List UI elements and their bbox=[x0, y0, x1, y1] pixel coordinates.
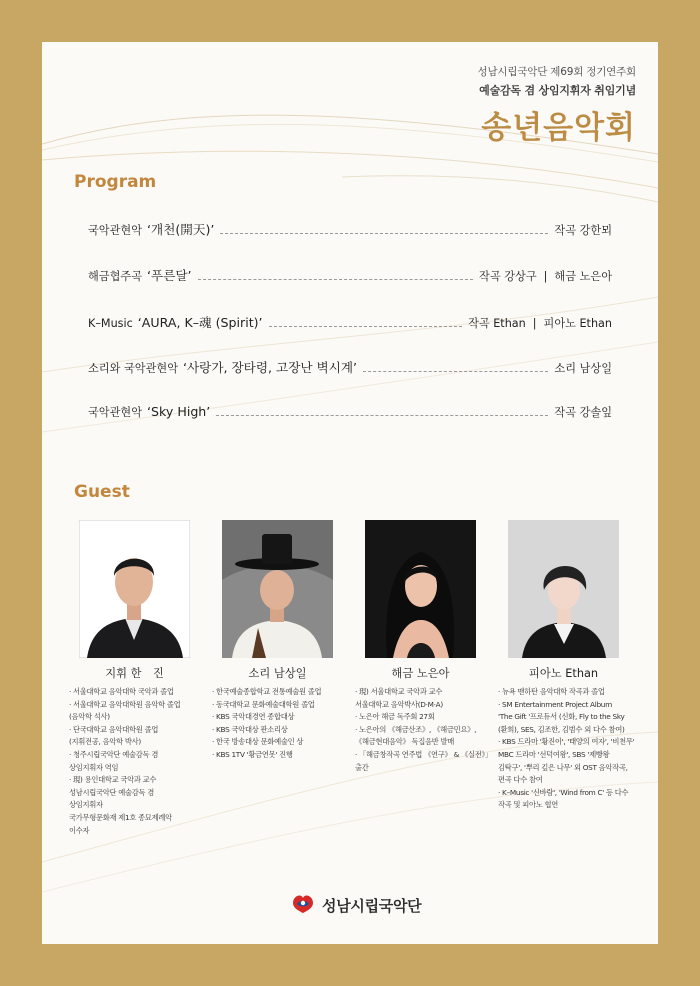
bio-line: · K–Music '신바람', 'Wind from C' 등 다수 bbox=[498, 787, 629, 797]
concert-title: 송년음악회 bbox=[481, 110, 636, 146]
bio-line: 'The Gift '프로듀서 (신화, Fly to the Sky bbox=[498, 712, 625, 722]
guest-name: 소리 남상일 bbox=[248, 667, 307, 680]
bio-line: 작곡 및 피아노 협연 bbox=[498, 800, 559, 810]
guest-name: 피아노 Ethan bbox=[528, 667, 599, 680]
credit-separator: | bbox=[532, 317, 537, 330]
bio-line: 출간 bbox=[355, 762, 369, 772]
bio-line: · 서울대학교 음악대학 국악과 졸업 bbox=[69, 687, 174, 696]
program-item bbox=[88, 220, 612, 238]
bio-line: 《해금현대음악》 독집음반 발매 bbox=[355, 737, 455, 747]
concert-header bbox=[478, 64, 636, 147]
guest-heading: Guest bbox=[74, 482, 130, 502]
program-genre: 국악관현악 bbox=[88, 406, 143, 419]
guest-bio bbox=[498, 686, 635, 812]
program-credit: 작곡 강상구 bbox=[479, 270, 537, 283]
bio-line: 편곡 다수 참여 bbox=[498, 775, 543, 785]
bio-line: (음악학 석사) bbox=[69, 712, 110, 722]
program-genre: 해금협주곡 bbox=[88, 270, 143, 283]
bio-line: 상임지휘자 역임 bbox=[69, 762, 119, 772]
program-heading: Program bbox=[74, 172, 157, 192]
program-piece: ‘사랑가, 장타령, 고장난 벽시계’ bbox=[183, 360, 358, 375]
bio-line: (환희), SES, 김조한, 김범수 외 다수 참여) bbox=[498, 724, 625, 734]
bio-line: · SM Entertainment Project Album bbox=[498, 699, 612, 709]
guest-bio bbox=[355, 686, 492, 774]
guest-bio bbox=[69, 686, 201, 837]
credit-separator: | bbox=[543, 270, 548, 283]
guest-name: 해금 노은아 bbox=[391, 667, 450, 680]
program-piece: ‘푸른달’ bbox=[147, 268, 192, 283]
bio-line: · KBS 국악대경연 종합대상 bbox=[212, 712, 295, 722]
bio-line: · 노은아 해금 독주회 27회 bbox=[355, 712, 435, 722]
leader-dots bbox=[216, 415, 548, 416]
guest-photo bbox=[365, 520, 476, 658]
poster-card bbox=[42, 42, 658, 944]
leader-dots bbox=[363, 371, 548, 372]
bio-line: · 청주시립국악단 예술감독 겸 bbox=[69, 749, 159, 759]
bio-line: · 단국대학교 음악대학원 졸업 bbox=[69, 724, 159, 734]
program-credit: 소리 남상일 bbox=[554, 362, 612, 375]
program-item bbox=[88, 313, 612, 331]
bio-line: · 現) 서울대학교 국악과 교수 bbox=[355, 687, 443, 696]
bio-line: · 「해금창작곡 연주법 《연구》 & 《실전》」 bbox=[355, 749, 492, 759]
bio-line: · 동국대학교 문화예술대학원 졸업 bbox=[212, 699, 315, 709]
program-item bbox=[88, 402, 612, 420]
guest-photo bbox=[508, 520, 619, 658]
bio-line: 김탁구', '뿌리 깊은 나무' 외 OST 음악작곡, bbox=[498, 762, 628, 772]
bio-line: MBC 드라마 '선덕여왕', SBS '제빵왕 bbox=[498, 749, 610, 759]
concert-subtitle: 성남시립국악단 제69회 정기연주회 bbox=[477, 66, 636, 78]
program-item bbox=[88, 266, 612, 284]
program-credit: 작곡 Ethan bbox=[468, 317, 526, 330]
leader-dots bbox=[198, 279, 473, 280]
program-genre: 소리와 국악관현악 bbox=[88, 362, 179, 375]
guest-bio bbox=[212, 686, 344, 762]
bio-line: · KBS 드라마 '황진이', '태양의 여자', '비천무' bbox=[498, 737, 635, 747]
bio-line: (지휘전공, 음악학 박사) bbox=[69, 737, 141, 747]
bio-line: · 한국예술종합학교 전통예술원 졸업 bbox=[212, 687, 322, 696]
guest-photo bbox=[79, 520, 190, 658]
program-piece: ‘AURA, K–魂 (Spirit)’ bbox=[137, 315, 263, 330]
seongnam-logo-icon bbox=[290, 892, 316, 918]
bio-line: · KBS 1TV '황금연못' 진행 bbox=[212, 749, 293, 759]
program-genre: 국악관현악 bbox=[88, 224, 143, 237]
program-credit: 피아노 Ethan bbox=[543, 317, 612, 330]
program-credit: 작곡 강솔잎 bbox=[554, 406, 612, 419]
bio-line: 국가무형문화재 제1호 종묘제례악 bbox=[69, 812, 172, 822]
program-item bbox=[88, 358, 612, 376]
bio-line: 서울대학교 음악박사(D·M·A) bbox=[355, 699, 443, 709]
organization-footer bbox=[290, 892, 421, 918]
guest-photo bbox=[222, 520, 333, 658]
leader-dots bbox=[269, 326, 463, 327]
bio-line: 상임지휘자 bbox=[69, 800, 103, 810]
bio-line: · 뉴욕 맨하탄 음악대학 작곡과 졸업 bbox=[498, 687, 605, 696]
program-credit: 작곡 강한뫼 bbox=[554, 224, 612, 237]
bio-line: · KBS 국악대상 판소리상 bbox=[212, 724, 288, 734]
program-credit: 해금 노은아 bbox=[554, 270, 612, 283]
concert-occasion: 예술감독 겸 상임지휘자 취임기념 bbox=[479, 84, 636, 97]
program-piece: ‘개천(開天)’ bbox=[147, 222, 215, 237]
guest-name: 지휘 한 진 bbox=[105, 667, 164, 680]
program-piece: ‘Sky High’ bbox=[147, 404, 211, 419]
bio-line: · 노은아의 《해금산조》, 《해금민요》, bbox=[355, 724, 477, 734]
program-genre: K–Music bbox=[88, 317, 133, 330]
bio-line: · 現) 용인대학교 국악과 교수 bbox=[69, 775, 157, 785]
leader-dots bbox=[220, 233, 548, 234]
bio-line: · 서울대학교 음악대학원 음악학 졸업 bbox=[69, 699, 181, 709]
bio-line: · 한국 방송대상 문화예술인 상 bbox=[212, 737, 304, 747]
bio-line: 이수자 bbox=[69, 825, 90, 835]
bio-line: 성남시립국악단 예술감독 겸 bbox=[69, 787, 155, 797]
organization-name: 성남시립국악단 bbox=[322, 896, 422, 915]
